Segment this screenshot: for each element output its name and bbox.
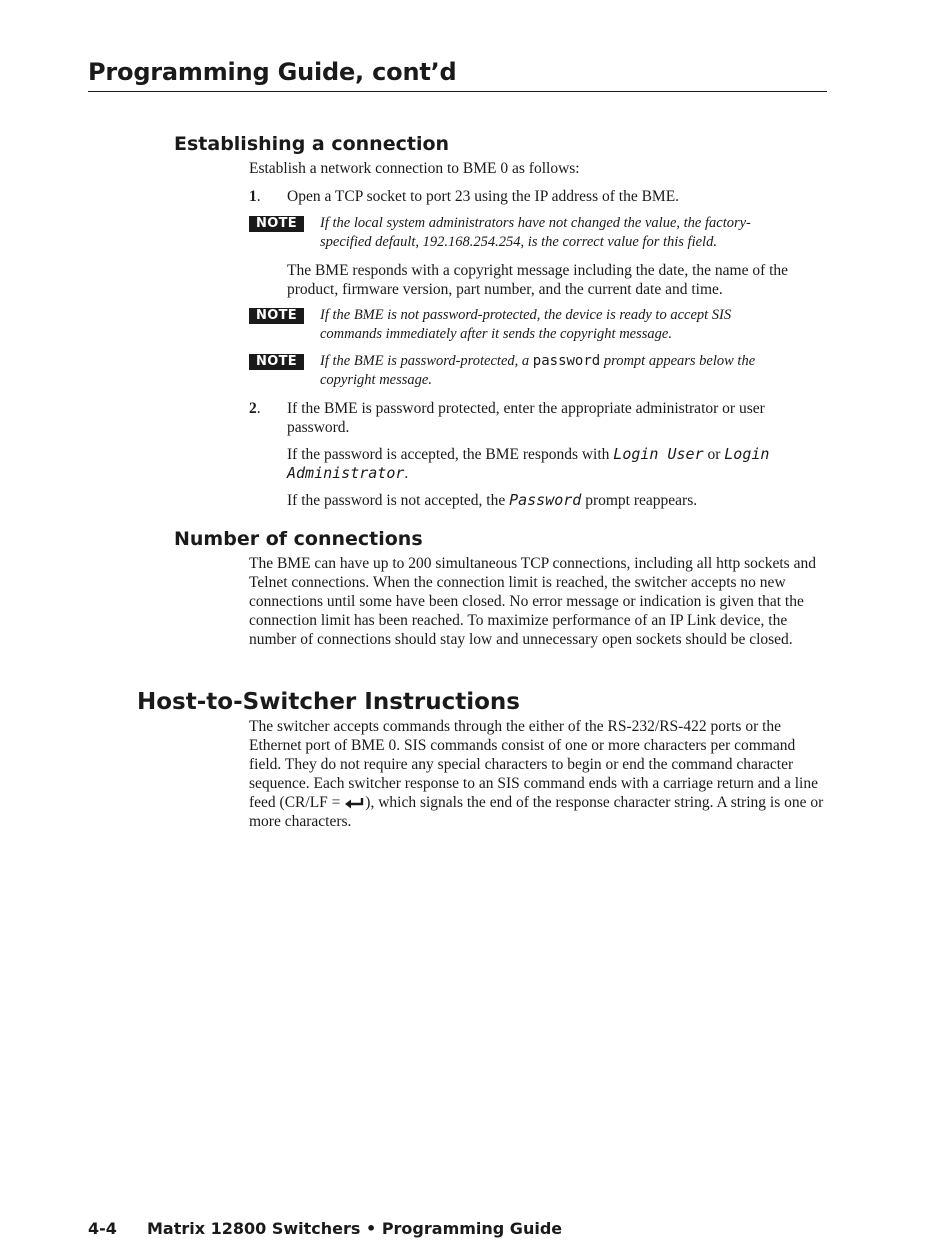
step-2-text: If the BME is password protected, enter the appropriate administrator or user password. <box>287 400 765 436</box>
footer-page-number: 4-4 <box>88 1219 117 1238</box>
footer-title: Matrix 12800 Switchers • Programming Guide <box>147 1219 563 1238</box>
password-rejected-text: If the password is not accepted, the Password prompt reappears. <box>287 491 698 509</box>
login-user-code: Login User <box>613 445 704 463</box>
host-to-switcher-paragraph: The switcher accepts commands through the either of the RS-232/RS-422 ports or the Ethernet port of BME 0. SIS commands consist of one or more characters per command field. They do not require any special characters to begin or end the command character sequence. Each switcher response to an SIS command ends with a carriage return and a line feed (CR/LF = ), which signals the end of the response character string. A string is one or more characters. <box>249 718 824 830</box>
password-accepted-text: If the password is accepted, the BME responds with Login User or Login Administrator. <box>287 445 770 482</box>
step-1-number: 1. <box>249 188 261 205</box>
header-rule <box>88 91 827 92</box>
login-administrator-code: Login Administrator <box>287 445 770 482</box>
copyright-paragraph: The BME responds with a copyright message including the date, the name of the product, firmware version, part number, and the current date and time. <box>287 262 789 298</box>
password-prompt-code: password <box>532 353 601 369</box>
note-badge-2: NOTE <box>249 308 304 324</box>
note-badge-1: NOTE <box>249 216 304 232</box>
enter-key-icon <box>344 797 365 809</box>
establish-intro: Establish a network connection to BME 0 as follows: <box>249 160 580 177</box>
note-badge-3: NOTE <box>249 354 304 370</box>
page-header-title: Programming Guide, cont’d <box>88 58 457 86</box>
heading-establishing-connection: Establishing a connection <box>174 133 450 155</box>
page-footer <box>88 1219 562 1238</box>
heading-host-to-switcher: Host-to-Switcher Instructions <box>137 689 520 715</box>
note-2-text: If the BME is not password-protected, the device is ready to accept SIS commands immediately after it sends the copyright message. <box>320 307 732 342</box>
password-code: Password <box>509 491 582 509</box>
connections-paragraph: The BME can have up to 200 simultaneous TCP connections, including all http sockets and Telnet connections. When the connection limit is reached, the switcher accepts no new connections until some have been closed. No error message or indication is given that the connection limit has been reached. To maximize performance of an IP Link device, the number of connections should stay low and unnecessary open sockets should be closed. <box>249 555 816 648</box>
step-1-text: Open a TCP socket to port 23 using the IP address of the BME. <box>287 188 680 205</box>
heading-number-of-connections: Number of connections <box>174 528 423 550</box>
note-1-text: If the local system administrators have not changed the value, the factory-specified default, 192.168.254.254, is the correct value for this field. <box>320 215 751 250</box>
note-3-text: If the BME is password-protected, a password prompt appears below the copyright message. <box>320 353 756 388</box>
step-2-number: 2. <box>249 400 261 417</box>
